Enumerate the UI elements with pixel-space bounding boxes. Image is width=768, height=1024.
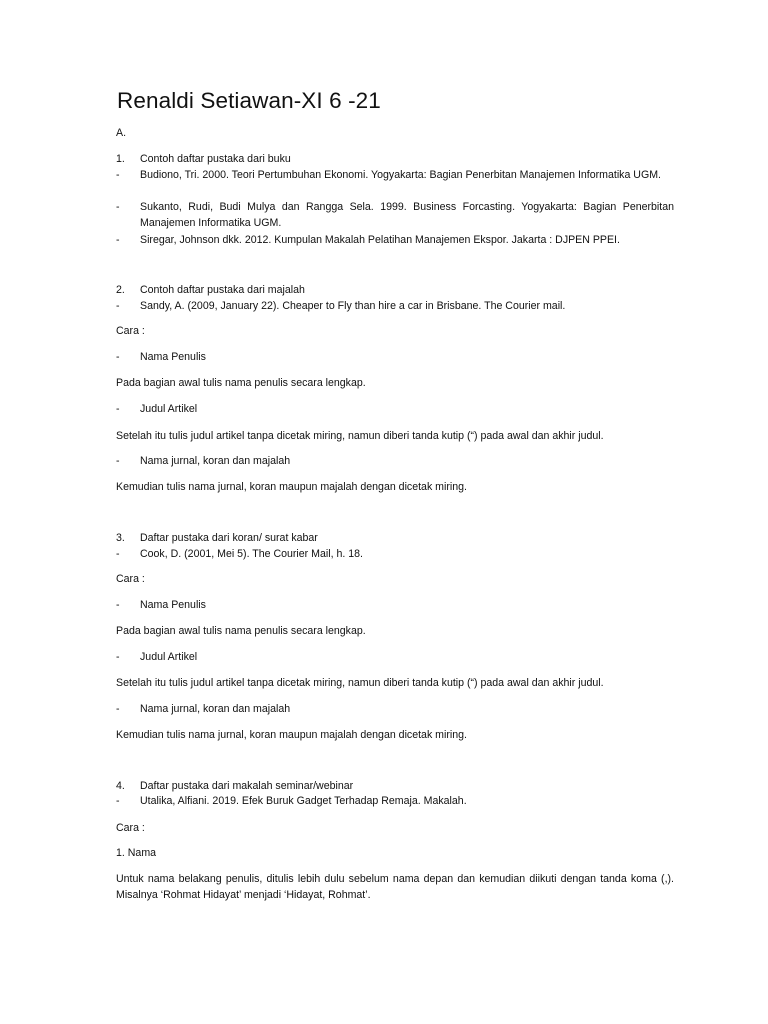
paragraph: Kemudian tulis nama jurnal, koran maupun majalah dengan dicetak miring. [116, 729, 467, 741]
section-1-heading: Contoh daftar pustaka dari buku [140, 153, 291, 165]
cara-label: Cara : [116, 573, 145, 585]
section-3-heading: Daftar pustaka dari koran/ surat kabar [140, 532, 318, 544]
section-2-heading: Contoh daftar pustaka dari majalah [140, 284, 305, 296]
list-bullet: - [116, 599, 120, 611]
subheading-judul-artikel: Judul Artikel [140, 651, 198, 663]
section-label-a: A. [116, 127, 127, 139]
list-bullet: - [116, 455, 120, 467]
section-4-heading: Daftar pustaka dari makalah seminar/webinar [140, 780, 354, 792]
subheading-nama-penulis: Nama Penulis [140, 599, 206, 611]
paragraph: Setelah itu tulis judul artikel tanpa dicetak miring, namun diberi tanda kutip (“) pada awal dan akhir judul. [116, 430, 604, 442]
list-bullet: - [116, 300, 120, 312]
paragraph: Untuk nama belakang penulis, ditulis lebih dulu sebelum nama depan dan kemudian diikuti dengan tanda koma (,). Misalnya ‘Rohmat Hidayat’ menjadi ‘Hidayat, Rohmat’. [116, 873, 674, 901]
reference-item: Siregar, Johnson dkk. 2012. Kumpulan Makalah Pelatihan Manajemen Ekspor. Jakarta : DJPEN PPEI. [140, 234, 620, 246]
subheading-nama-penulis: Nama Penulis [140, 351, 206, 363]
list-bullet: - [116, 201, 120, 213]
reference-item: Cook, D. (2001, Mei 5). The Courier Mail, h. 18. [140, 548, 363, 560]
list-bullet: - [116, 795, 120, 807]
subheading-nama: 1. Nama [116, 847, 157, 859]
section-1-number: 1. [116, 153, 125, 165]
reference-item: Sukanto, Rudi, Budi Mulya dan Rangga Sela. 1999. Business Forcasting. Yogyakarta: Bagian Penerbitan Manajemen Informatika UGM. [140, 201, 674, 229]
paragraph: Kemudian tulis nama jurnal, koran maupun majalah dengan dicetak miring. [116, 481, 467, 493]
cara-label: Cara : [116, 822, 145, 834]
list-bullet: - [116, 234, 120, 246]
subheading-nama-jurnal: Nama jurnal, koran dan majalah [140, 703, 291, 715]
subheading-nama-jurnal: Nama jurnal, koran dan majalah [140, 455, 291, 467]
cara-label: Cara : [116, 325, 145, 337]
reference-item: Utalika, Alfiani. 2019. Efek Buruk Gadget Terhadap Remaja. Makalah. [140, 795, 467, 807]
list-bullet: - [116, 703, 120, 715]
list-bullet: - [116, 548, 120, 560]
section-2-number: 2. [116, 284, 125, 296]
reference-item: Budiono, Tri. 2000. Teori Pertumbuhan Ekonomi. Yogyakarta: Bagian Penerbitan Manajemen Informatika UGM. [140, 169, 661, 181]
section-3-number: 3. [116, 532, 125, 544]
page-title: Renaldi Setiawan-XI 6 -21 [117, 88, 381, 113]
list-bullet: - [116, 651, 120, 663]
section-4-number: 4. [116, 780, 125, 792]
reference-item: Sandy, A. (2009, January 22). Cheaper to Fly than hire a car in Brisbane. The Courier mail. [140, 300, 566, 312]
list-bullet: - [116, 169, 120, 181]
paragraph: Pada bagian awal tulis nama penulis secara lengkap. [116, 377, 366, 389]
paragraph: Pada bagian awal tulis nama penulis secara lengkap. [116, 625, 366, 637]
subheading-judul-artikel: Judul Artikel [140, 403, 198, 415]
list-bullet: - [116, 351, 120, 363]
list-bullet: - [116, 403, 120, 415]
paragraph: Setelah itu tulis judul artikel tanpa dicetak miring, namun diberi tanda kutip (“) pada awal dan akhir judul. [116, 677, 604, 689]
